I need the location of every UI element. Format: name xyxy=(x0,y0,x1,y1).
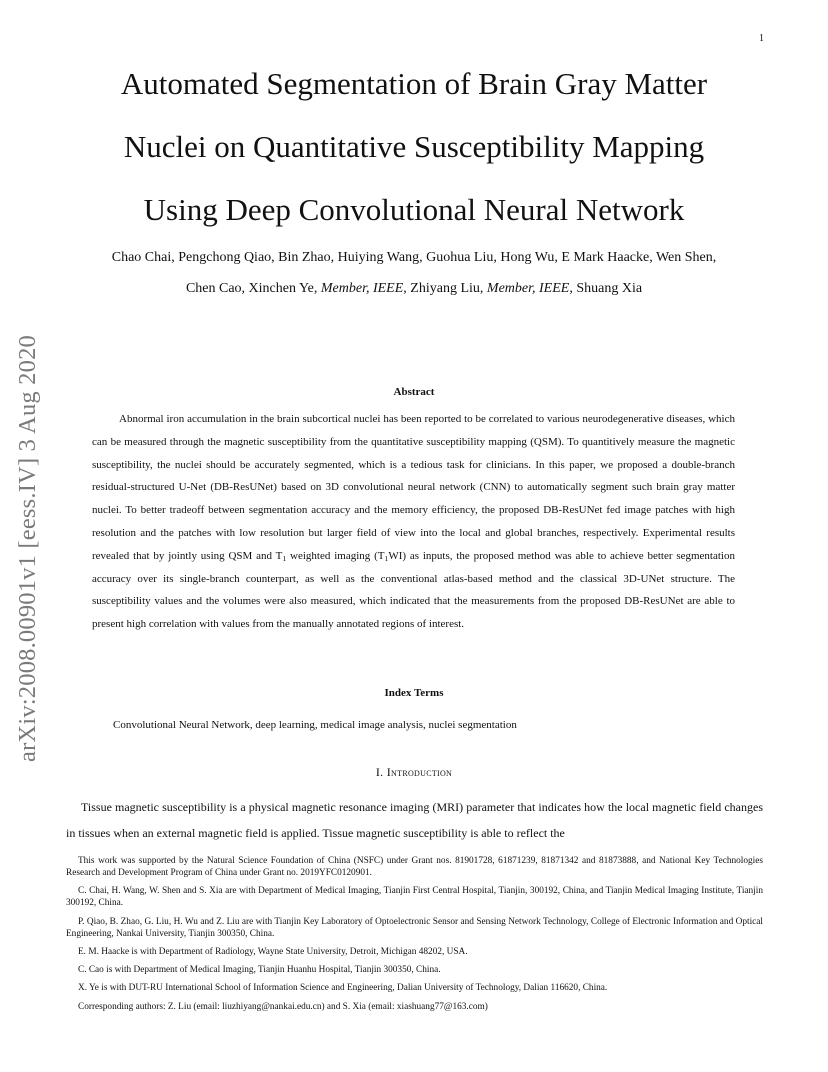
introduction-paragraph: Tissue magnetic susceptibility is a physical magnetic resonance imaging (MRI) parameter that indicates how the local magnetic field changes in tissues when an external magnetic field is applied. Tissue magnetic susceptibility is able to reflect the xyxy=(66,800,763,840)
authors-line-2 xyxy=(0,281,828,297)
abstract-text: weighted imaging (T xyxy=(286,549,385,562)
abstract-paragraph xyxy=(92,408,735,636)
footnote-affiliation: C. Chai, H. Wang, W. Shen and S. Xia are with Department of Medical Imaging, Tianjin First Central Hospital, Tianjin, 300192, China, and Tianjin Medical Imaging Institute, Tianjin 300192, China. xyxy=(66,886,763,909)
abstract-text: WI) as inputs, the proposed method was able to achieve better segmentation accuracy over its single-branch counterpart, as well as the conventional atlas-based method and the classical 3D-UNet structure. The susceptibility values and the volumes were also measured, which indicated that the measurements from the proposed DB-ResUNet are able to present high correlation with values from the manually annotated regions of interest. xyxy=(92,549,735,631)
title-line-3: Using Deep Convolutional Neural Network xyxy=(143,192,685,227)
footnote-affiliation: X. Ye is with DUT-RU International School of Information Science and Engineering, Dalian University of Technology, Dalian 116620, China. xyxy=(78,983,608,994)
authors-line-1: Chao Chai, Pengchong Qiao, Bin Zhao, Huiying Wang, Guohua Liu, Hong Wu, E Mark Haacke, Wen Shen, xyxy=(111,250,717,265)
abstract-text: Abnormal iron accumulation in the brain subcortical nuclei has been reported to be correlated to various neurodegenerative diseases, which can be measured through the magnetic susceptibility from the quantitative susceptibility mapping (QSM). To quantitively measure the magnetic susceptibility, the nuclei should be accurately segmented, which is a tedious task for clinicians. In this paper, we proposed a double-branch residual-structured U-Net (DB-ResUNet) based on 3D convolutional neural network (CNN) to automatically segment such brain gray matter nuclei. To better tradeoff between segmentation accuracy and the memory efficiency, the proposed DB-ResUNet fed image patches with high resolution and the patches with low resolution but larger field of view into the local and global branches, respectively. Experimental results revealed that by jointly using QSM and T xyxy=(92,413,735,562)
index-terms-body: Convolutional Neural Network, deep learning, medical image analysis, nuclei segmentation xyxy=(113,719,517,731)
section-title: Introduction xyxy=(386,765,453,779)
abstract-heading: Abstract xyxy=(393,386,435,398)
subscript: 1 xyxy=(282,553,287,563)
footnote-corresponding: Corresponding authors: Z. Liu (email: liuzhiyang@nankai.edu.cn) and S. Xia (email: xiashuang77@163.com) xyxy=(78,1001,488,1012)
title-line-2: Nuclei on Quantitative Susceptibility Mapping xyxy=(123,129,705,164)
title-line-1: Automated Segmentation of Brain Gray Matter xyxy=(120,66,708,101)
footnote-funding: This work was supported by the Natural Science Foundation of China (NSFC) under Grant nos. 81901728, 61871239, 81871342 and 81873888, and National Key Technologies Research and Development Program of China under Grant no. 2019YFC0120901. xyxy=(66,856,763,878)
abstract-body xyxy=(92,408,735,636)
introduction-body xyxy=(66,794,763,846)
section-numeral: I. xyxy=(375,765,387,779)
affiliation-member-ieee: Member, IEEE xyxy=(486,281,570,296)
introduction-heading xyxy=(0,765,828,780)
authors-text: , Zhiyang Liu, xyxy=(403,281,487,296)
subscript: 1 xyxy=(384,553,389,563)
authors-text: , Shuang Xia xyxy=(569,281,643,296)
page-number: 1 xyxy=(759,33,764,44)
arxiv-stamp: arXiv:2008.00901v1 [eess.IV] 3 Aug 2020 xyxy=(14,335,41,762)
footnote-affiliation: E. M. Haacke is with Department of Radiology, Wayne State University, Detroit, Michigan 48202, USA. xyxy=(78,946,468,957)
footnote-affiliation: C. Cao is with Department of Medical Imaging, Tianjin Huanhu Hospital, Tianjin 300350, China. xyxy=(78,965,441,976)
footnote-affiliation: P. Qiao, B. Zhao, G. Liu, H. Wu and Z. Liu are with Tianjin Key Laboratory of Optoelectronic Sensor and Sensing Network Technology, College of Electronic Information and Optical Engineering, Nankai University, Tianjin 300350, China. xyxy=(66,916,763,939)
authors-text: Chen Cao, Xinchen Ye, xyxy=(185,281,321,296)
footnotes xyxy=(66,855,763,1019)
index-terms-heading: Index Terms xyxy=(384,687,444,699)
affiliation-member-ieee: Member, IEEE xyxy=(320,281,404,296)
